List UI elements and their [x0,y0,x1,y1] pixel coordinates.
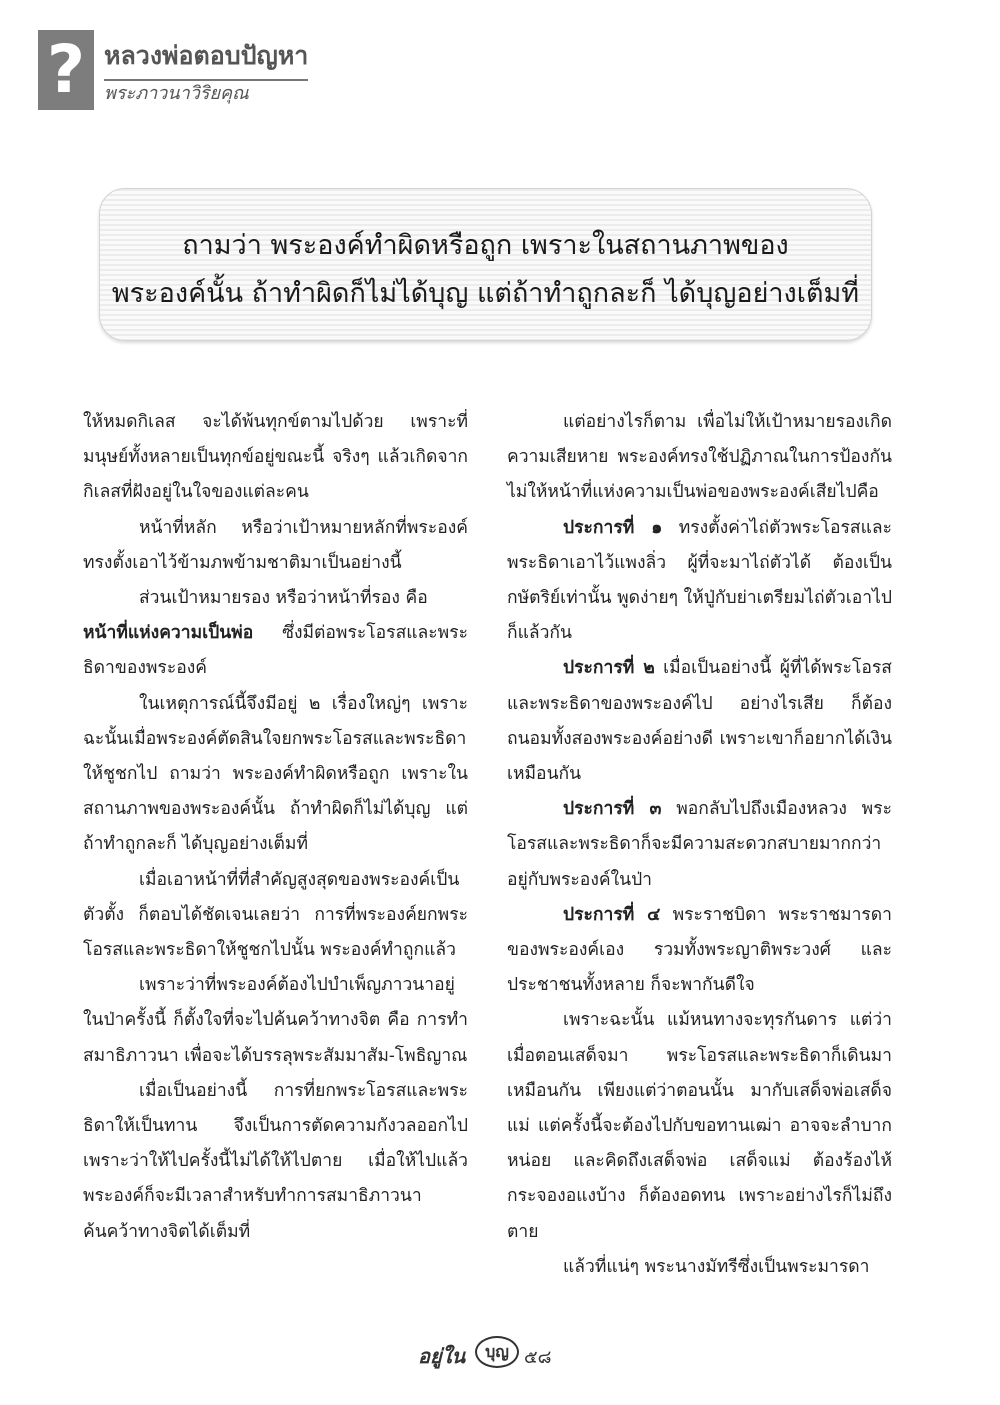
paragraph: เพราะว่าที่พระองค์ต้องไปบำเพ็ญภาวนาอยู่ในป่าครั้งนี้ ก็ตั้งใจที่จะไปค้นคว้าทางจิต คือ การทำสมาธิภาวนา เพื่อจะได้บรรลุพระสัมมาสัม-โพธิญาณ [83,975,468,1066]
question-box [99,188,872,341]
item-label: ประการที่ ๒ [563,658,655,679]
page-footer [0,1336,1000,1376]
paragraph: เมื่อเอาหน้าที่ที่สำคัญสูงสุดของพระองค์เป็นตัวตั้ง ก็ตอบได้ชัดเจนเลยว่า การที่พระองค์ยกพระโอรสและพระธิดาให้ชูชกไปนั้น พระองค์ทำถูกแล้ว [83,869,468,961]
author-name: พระภาวนาวิริยคุณ [104,83,249,104]
paragraph: เมื่อเป็นอย่างนี้ การที่ยกพระโอรสและพระธิดาให้เป็นทาน จึงเป็นการตัดความกังวลออกไป เพราะว่าให้ไปครั้งนี้ไม่ได้ให้ไปตาย เมื่อให้ไปแล้ว พระองค์ก็จะมีเวลาสำหรับทำการสมาธิภาวนาค้นคว้าทางจิตได้เต็มที่ [83,1080,468,1242]
paragraph-text: ทรงตั้งค่าไถ่ตัวพระโอรสและพระธิดาเอาไว้แพงลิ่ว ผู้ที่จะมาไถ่ตัวได้ ต้องเป็นกษัตริย์เท่านั้น พูดง่ายๆ ให้ปู่กับย่าเตรียมไถ่ตัวเอาไปก็แล้วกัน [507,517,892,644]
paragraph-text: เมื่อเป็นอย่างนี้ ผู้ที่ได้พระโอรสและพระธิดาของพระองค์ไป อย่างไรเสีย ก็ต้องถนอมทั้งสองพระองค์อย่างดี เพราะเขาก็อยากได้เงินเหมือนกัน [507,658,892,785]
page-number: ๕๘ [524,1347,552,1368]
page-header [38,30,338,110]
question-mark-icon: ? [38,30,94,110]
paragraph [507,511,892,652]
paragraph: แล้วที่แน่ๆ พระนางมัทรีซึ่งเป็นพระมารดา [563,1256,870,1277]
paragraph-text: ส่วนเป้าหมายรอง หรือว่าหน้าที่รอง คือ [139,588,428,609]
question-line-1: ถามว่า พระองค์ทำผิดหรือถูก เพราะในสถานภาพของ [182,230,789,261]
paragraph-text: พระราชบิดา พระราชมารดาของพระองค์เอง รวมทั้งพระญาติพระวงศ์ และประชาชนทั้งหลาย ก็จะพากันดีใจ [507,904,892,996]
magazine-logo-text: อยู่ใน [418,1344,466,1368]
paragraph: ให้หมดกิเลส จะได้พ้นทุกข์ตามไปด้วย เพราะที่มนุษย์ทั้งหลายเป็นทุกข์อยู่ขณะนี้ จริงๆ แล้วเกิดจากกิเลสที่ฝังอยู่ในใจของแต่ละคน [83,412,468,503]
right-column [507,405,892,1285]
paragraph: เพราะฉะนั้น แม้หนทางจะทุรกันดาร แต่ว่าเมื่อตอนเสด็จมา พระโอรสและพระธิดาก็เดินมาเหมือนกัน เพียงแต่ว่าตอนนั้น มากับเสด็จพ่อเสด็จแม่ แต่ครั้งนี้จะต้องไปกับขอทานเฒ่า อาจจะลำบากหน่อย และคิดถึงเสด็จพ่อ เสด็จแม่ ต้องร้องไห้กระจองอแงบ้าง ก็ต้องอดทน เพราะอย่างไรก็ไม่ถึงตาย [507,1010,892,1242]
emphasis-text: หน้าที่แห่งความเป็นพ่อ [83,623,254,644]
question-line-2: พระองค์นั้น ถ้าทำผิดก็ไม่ได้บุญ แต่ถ้าทำถูกละก็ ได้บุญอย่างเต็มที่ [111,278,860,309]
paragraph [507,792,892,898]
paragraph [507,651,892,792]
paragraph [507,898,892,1004]
left-column [83,405,468,1250]
item-label: ประการที่ ๓ [563,799,662,820]
paragraph: หน้าที่หลัก หรือว่าเป้าหมายหลักที่พระองค์ทรงตั้งเอาไว้ข้ามภพข้ามชาติมาเป็นอย่างนี้ [83,517,468,573]
item-label: ประการที่ ๑ [563,517,663,538]
paragraph-text: พอกลับไปถึงเมืองหลวง พระโอรสและพระธิดาก็จะมีความสะดวกสบายมากกว่าอยู่กับพระองค์ในป่า [507,799,892,890]
paragraph: ในเหตุการณ์นี้จึงมีอยู่ ๒ เรื่องใหญ่ๆ เพราะฉะนั้นเมื่อพระองค์ตัดสินใจยกพระโอรสและพระธิดาให้ชูชกไป ถามว่า พระองค์ทำผิดหรือถูก เพราะในสถานภาพของพระองค์นั้น ถ้าทำผิดก็ไม่ได้บุญ แต่ถ้าทำถูกละก็ ได้บุญอย่างเต็มที่ [83,693,468,855]
paragraph [83,581,468,687]
item-label: ประการที่ ๔ [563,904,661,925]
series-title: หลวงพ่อตอบปัญหา [104,36,308,81]
paragraph: แต่อย่างไรก็ตาม เพื่อไม่ให้เป้าหมายรองเกิดความเสียหาย พระองค์ทรงใช้ปฏิภาณในการป้องกันไม่ให้หน้าที่แห่งความเป็นพ่อของพระองค์เสียไปคือ [507,412,892,503]
paragraph-text: ซึ่งมีต่อพระโอรสและพระธิดาของพระองค์ [83,623,468,679]
magazine-logo-emblem: บุญ [475,1336,519,1368]
